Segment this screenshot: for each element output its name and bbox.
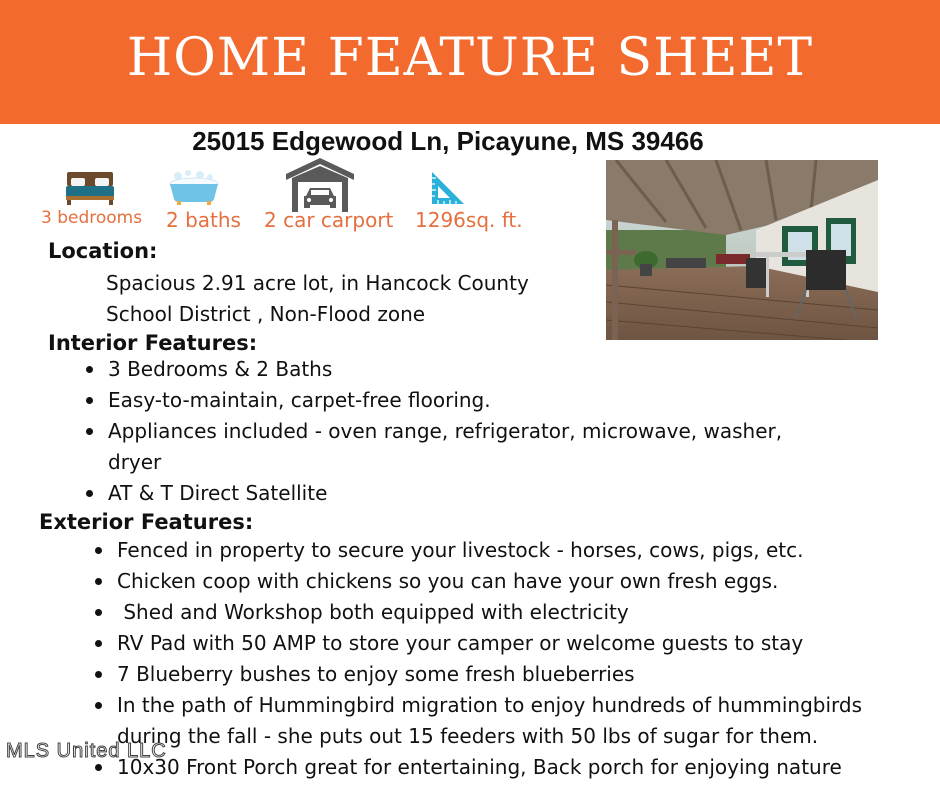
exterior-feature-item: 10x30 Front Porch great for entertaining, Back porch for enjoying nature	[117, 752, 862, 783]
set-square-icon	[430, 170, 466, 206]
interior-feature-item: Easy-to-maintain, carpet-free flooring.	[108, 385, 782, 416]
porch-photo	[606, 160, 878, 340]
interior-feature-item	[108, 416, 782, 478]
exterior-feature-item: RV Pad with 50 AMP to store your camper or welcome guests to stay	[117, 628, 862, 659]
exterior-feature-item	[117, 690, 862, 752]
header-banner	[0, 0, 940, 124]
carport-icon	[284, 156, 356, 214]
exterior-feature-item: 7 Blueberry bushes to enjoy some fresh blueberries	[117, 659, 862, 690]
exterior-feature-item: Shed and Workshop both equipped with electricity	[117, 597, 862, 628]
interior-heading: Interior Features:	[48, 331, 258, 355]
exterior-feature-text-cont: during the fall - she puts out 15 feeders with 50 lbs of sugar for them.	[117, 724, 819, 748]
exterior-feature-item: Fenced in property to secure your livestock - horses, cows, pigs, etc.	[117, 535, 862, 566]
carport-label: 2 car carport	[264, 208, 394, 232]
exterior-features-list	[117, 535, 862, 783]
interior-feature-text-cont: dryer	[108, 450, 162, 474]
watermark: MLS United LLC	[6, 740, 167, 762]
location-line: Spacious 2.91 acre lot, in Hancock County	[106, 271, 529, 295]
bedrooms-label: 3 bedrooms	[41, 208, 143, 228]
location-heading: Location:	[48, 239, 158, 263]
exterior-feature-item: Chicken coop with chickens so you can have your own fresh eggs.	[117, 566, 862, 597]
interior-feature-item: 3 Bedrooms & 2 Baths	[108, 354, 782, 385]
page-title: HOME FEATURE SHEET	[126, 28, 814, 88]
interior-feature-item: AT & T Direct Satellite	[108, 478, 782, 509]
property-address: 25015 Edgewood Ln, Picayune, MS 39466	[192, 126, 704, 156]
sqft-label: 1296sq. ft.	[415, 208, 523, 232]
interior-features-list	[108, 354, 782, 509]
exterior-feature-text: In the path of Hummingbird migration to enjoy hundreds of hummingbirds	[117, 693, 863, 717]
interior-feature-text: Appliances included - oven range, refrigerator, microwave, washer,	[108, 419, 783, 443]
bed-icon	[64, 170, 116, 206]
baths-label: 2 baths	[166, 208, 241, 232]
bathtub-icon	[166, 168, 224, 206]
exterior-heading: Exterior Features:	[39, 510, 254, 534]
location-line: School District , Non-Flood zone	[106, 302, 426, 326]
